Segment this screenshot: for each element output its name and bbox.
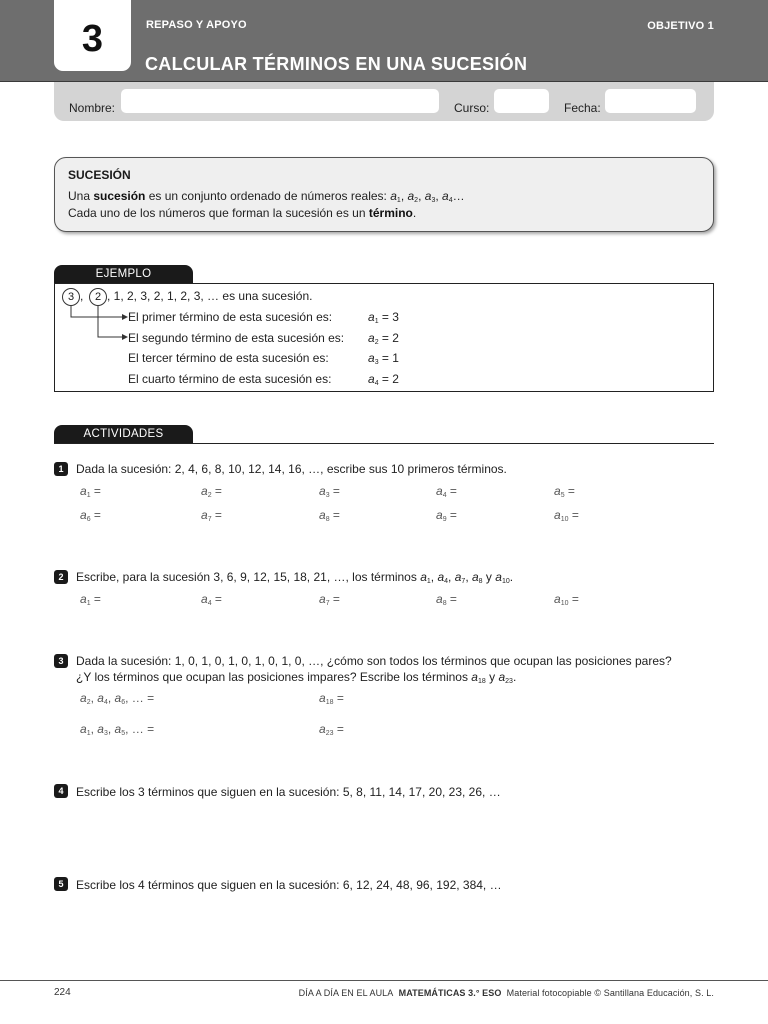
q1-term-a1: $a_1$ = — [80, 484, 101, 499]
q1-term-a5: $a_5$ = — [554, 484, 575, 499]
example-row-3-term: $a_3 = 1$ — [368, 351, 399, 366]
q2-term-a4: $a_4$ = — [201, 592, 222, 607]
section-kicker: REPASO Y APOYO — [146, 19, 247, 31]
q2-term-a7: $a_7$ = — [319, 592, 340, 607]
course-field[interactable] — [494, 89, 549, 113]
q2-term-a10: $a_{10}$ = — [554, 592, 579, 607]
objective-label: OBJETIVO 1 — [647, 20, 714, 32]
example-sequence: , 1, 2, 3, 2, 1, 2, 3, … es una sucesión. — [107, 289, 313, 303]
course-label: Curso: — [454, 101, 490, 115]
example-row-3-label: El tercer término de esta sucesión es: — [128, 351, 329, 365]
question-3-text-line-1: Dada la sucesión: 1, 0, 1, 0, 1, 0, 1, 0, 1, 0, …, ¿cómo son todos los términos que ocupan las posiciones pares? — [76, 654, 672, 668]
question-1-badge: 1 — [54, 462, 68, 476]
second-term-circle: 2 — [89, 288, 107, 306]
question-5-badge: 5 — [54, 877, 68, 891]
question-3-badge: 3 — [54, 654, 68, 668]
example-row-2-label: El segundo término de esta sucesión es: — [128, 331, 345, 345]
example-row-4-term: $a_4 = 2$ — [368, 372, 399, 387]
term-list: $a_1$, $a_2$, $a_3$, $a_4\dots$ — [390, 189, 465, 204]
q1-term-a3: $a_3$ = — [319, 484, 340, 499]
q1-term-a2: $a_2$ = — [201, 484, 222, 499]
first-term-circle: 3 — [62, 288, 80, 306]
q1-term-a7: $a_7$ = — [201, 508, 222, 523]
q2-term-a1: $a_1$ = — [80, 592, 101, 607]
keyword-termino: término — [368, 206, 413, 220]
footer-divider — [0, 980, 768, 981]
q1-term-a9: $a_9$ = — [436, 508, 457, 523]
activities-rule — [54, 443, 714, 444]
q1-term-a4: $a_4$ = — [436, 484, 457, 499]
q1-term-a6: $a_6$ = — [80, 508, 101, 523]
example-row-4-label: El cuarto término de esta sucesión es: — [128, 372, 332, 386]
activities-tab: ACTIVIDADES — [54, 425, 193, 443]
footer-credit: DÍA A DÍA EN EL AULA MATEMÁTICAS 3.° ESO Material fotocopiable © Santillana Educación, S. L. — [298, 988, 714, 998]
example-tab: EJEMPLO — [54, 265, 193, 283]
definition-line-2: Cada uno de los números que forman la sucesión es un término. — [68, 206, 417, 220]
question-1-text: Dada la sucesión: 2, 4, 6, 8, 10, 12, 14, 16, …, escribe sus 10 primeros términos. — [76, 462, 507, 476]
q1-term-a8: $a_8$ = — [319, 508, 340, 523]
q3-term-odd: $a_1$, $a_3$, $a_5$, … = — [80, 722, 155, 737]
keyword-sucesion: sucesión — [93, 189, 146, 203]
question-5-text: Escribe los 4 términos que siguen en la sucesión: 6, 12, 24, 48, 96, 192, 384, … — [76, 878, 502, 892]
question-2-text: Escribe, para la sucesión 3, 6, 9, 12, 15, 18, 21, …, los términos $a_1$, $a_4$, $a_7$, $a_8$ y $a_{10}$. — [76, 570, 514, 585]
example-row-2-term: $a_2 = 2$ — [368, 331, 399, 346]
question-3-text-line-2: ¿Y los términos que ocupan las posiciones impares? Escribe los términos $a_{18}$ y $a_{23}$. — [76, 670, 517, 685]
comma: , — [80, 289, 84, 303]
name-field[interactable] — [121, 89, 439, 113]
q1-term-a10: $a_{10}$ = — [554, 508, 579, 523]
example-arrows — [60, 300, 130, 345]
name-label: Nombre: — [69, 101, 116, 115]
question-4-badge: 4 — [54, 784, 68, 798]
date-field[interactable] — [605, 89, 696, 113]
q2-term-a8: $a_8$ = — [436, 592, 457, 607]
q3-term-a18: $a_{18}$ = — [319, 691, 344, 706]
definition-line-1: Una sucesión es un conjunto ordenado de números reales: $a_1$, $a_2$, $a_3$, $a_4\dots$ — [68, 189, 465, 204]
page-title: CALCULAR TÉRMINOS EN UNA SUCESIÓN — [145, 54, 528, 74]
question-4-text: Escribe los 3 términos que siguen en la sucesión: 5, 8, 11, 14, 17, 20, 23, 26, … — [76, 785, 501, 799]
unit-number: 3 — [54, 0, 131, 71]
example-row-1-label: El primer término de esta sucesión es: — [128, 310, 333, 324]
q3-term-a23: $a_{23}$ = — [319, 722, 344, 737]
example-row-1-term: $a_1 = 3$ — [368, 310, 399, 325]
date-label: Fecha: — [564, 101, 601, 115]
page-number: 224 — [54, 987, 71, 998]
question-2-badge: 2 — [54, 570, 68, 584]
q3-term-even: $a_2$, $a_4$, $a_6$, … = — [80, 691, 155, 706]
definition-heading: SUCESIÓN — [68, 168, 131, 182]
